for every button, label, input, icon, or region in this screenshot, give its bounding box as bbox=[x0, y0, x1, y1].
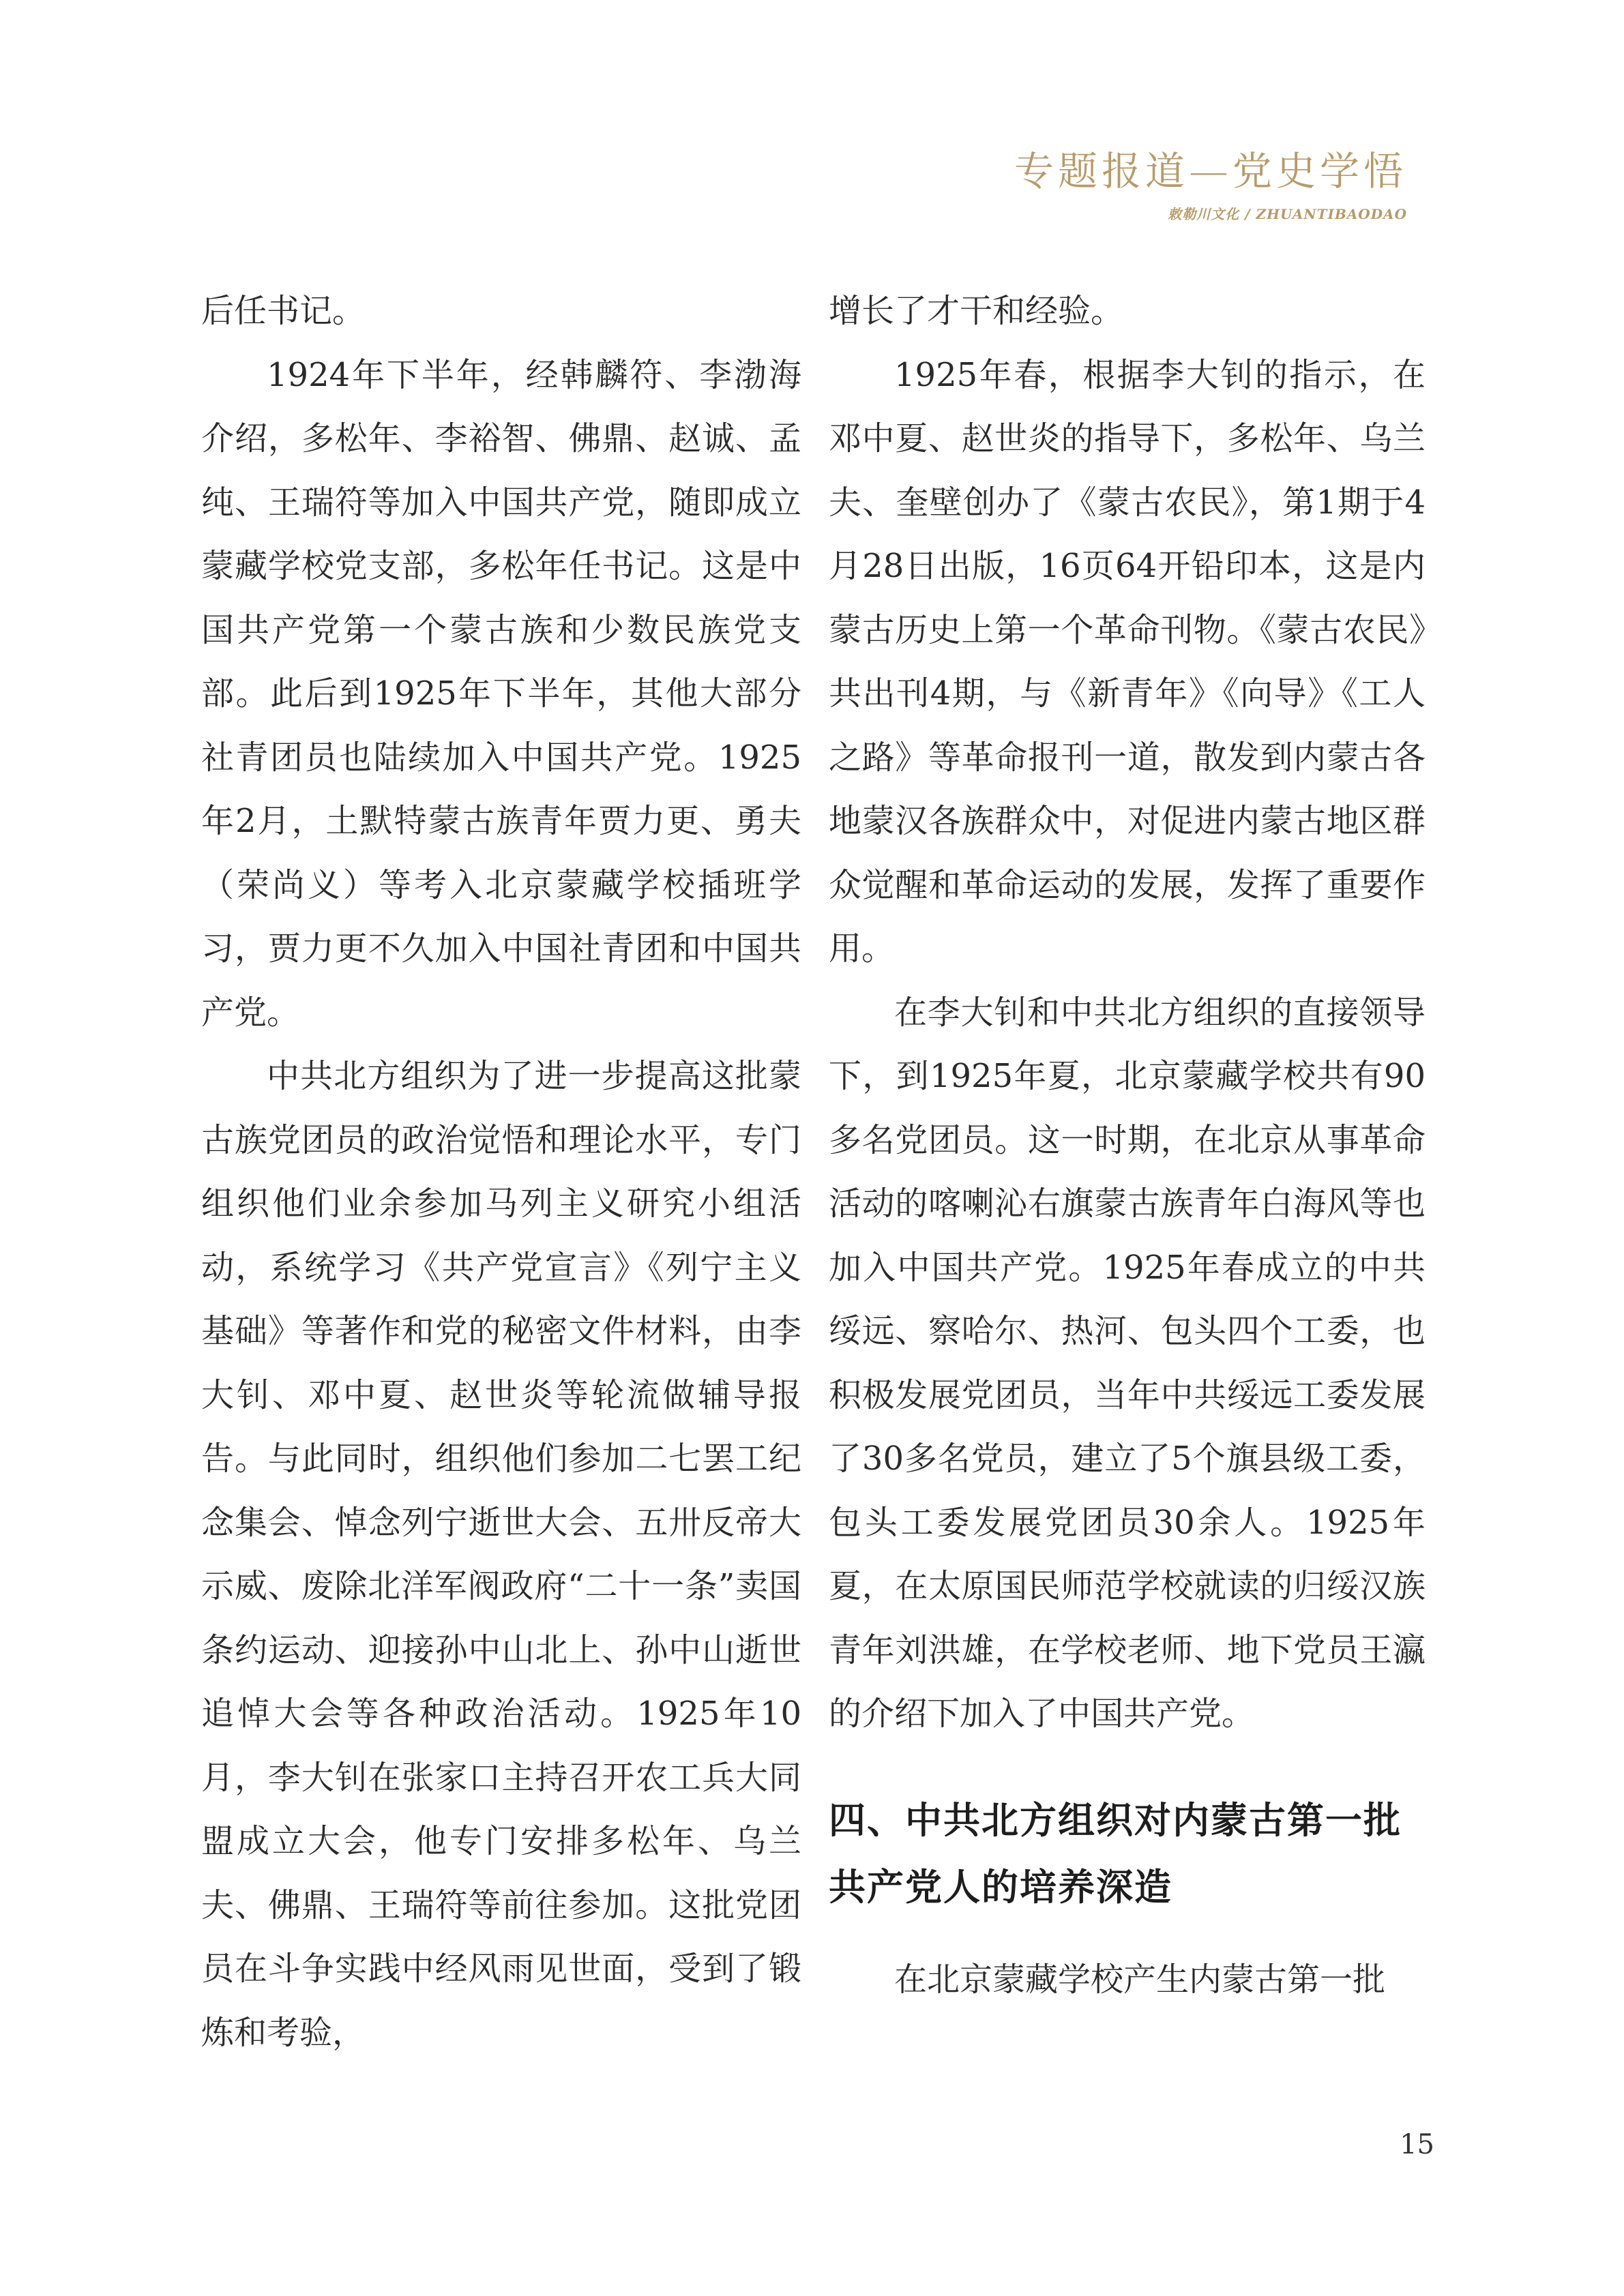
paragraph: 在李大钊和中共北方组织的直接领导下，到1925年夏，北京蒙藏学校共有90多名党团员。这一时期，在北京从事革命活动的喀喇沁右旗蒙古族青年白海风等也加入中国共产党。1925年春成立的中共绥远、察哈尔、热河、包头四个工委，也积极发展党团员，当年中共绥远工委发展了30多名党员，建立了5个旗县级工委，包头工委发展党团员30余人。1925年夏，在太原国民师范学校就读的归绥汉族青年刘洪雄，在学校老师、地下党员王瀛的介绍下加入了中国共产党。 bbox=[829, 993, 1426, 1733]
running-header bbox=[1014, 148, 1407, 223]
section-heading: 四、中共北方组织对内蒙古第一批共产党人的培养深造 bbox=[829, 1798, 1402, 1909]
paragraph: 增长了才干和经验。 bbox=[829, 292, 1124, 330]
paragraph: 中共北方组织为了进一步提高这批蒙古族党团员的政治觉悟和理论水平，专门组织他们业余参加马列主义研究小组活动，系统学习《共产党宣言》《列宁主义基础》等著作和党的秘密文件材料，由李大钊、邓中夏、赵世炎等轮流做辅导报告。与此同时，组织他们参加二七罢工纪念集会、悼念列宁逝世大会、五卅反帝大示威、废除北洋军阀政府“二十一条”卖国条约运动、迎接孙中山北上、孙中山逝世追悼大会等各种政治活动。1925年10月，李大钊在张家口主持召开农工兵大同盟成立大会，他专门安排多松年、乌兰夫、佛鼎、王瑞符等前往参加。这批党团员在斗争实践中经风雨见世面，受到了锻炼和考验， bbox=[201, 1057, 801, 2052]
right-column bbox=[829, 280, 1426, 2012]
paragraph: 1925年春，根据李大钊的指示，在邓中夏、赵世炎的指导下，多松年、乌兰夫、奎壁创办了《蒙古农民》，第1期于4月28日出版，16页64开铅印本，这是内蒙古历史上第一个革命刊物。《蒙古农民》共出刊4期，与《新青年》《向导》《工人之路》等革命报刊一道，散发到内蒙古各地蒙汉各族群众中，对促进内蒙古地区群众觉醒和革命运动的发展，发挥了重要作用。 bbox=[829, 355, 1426, 968]
section-title: 专题报道—党史学悟 bbox=[1014, 148, 1407, 194]
paragraph: 在北京蒙藏学校产生内蒙古第一批 bbox=[894, 1960, 1386, 1999]
left-column bbox=[201, 280, 801, 2065]
paragraph: 后任书记。 bbox=[201, 292, 366, 330]
page-number: 15 bbox=[1400, 2129, 1434, 2160]
section-subtitle: 敕勒川文化 / ZHUANTIBAODAO bbox=[1168, 206, 1407, 222]
paragraph: 1924年下半年，经韩麟符、李渤海介绍，多松年、李裕智、佛鼎、赵诚、孟纯、王瑞符等加入中国共产党，随即成立蒙藏学校党支部，多松年任书记。这是中国共产党第一个蒙古族和少数民族党支部。此后到1925年下半年，其他大部分社青团员也陆续加入中国共产党。1925年2月，土默特蒙古族青年贾力更、勇夫（荣尚义）等考入北京蒙藏学校插班学习，贾力更不久加入中国社青团和中国共产党。 bbox=[201, 355, 801, 1032]
